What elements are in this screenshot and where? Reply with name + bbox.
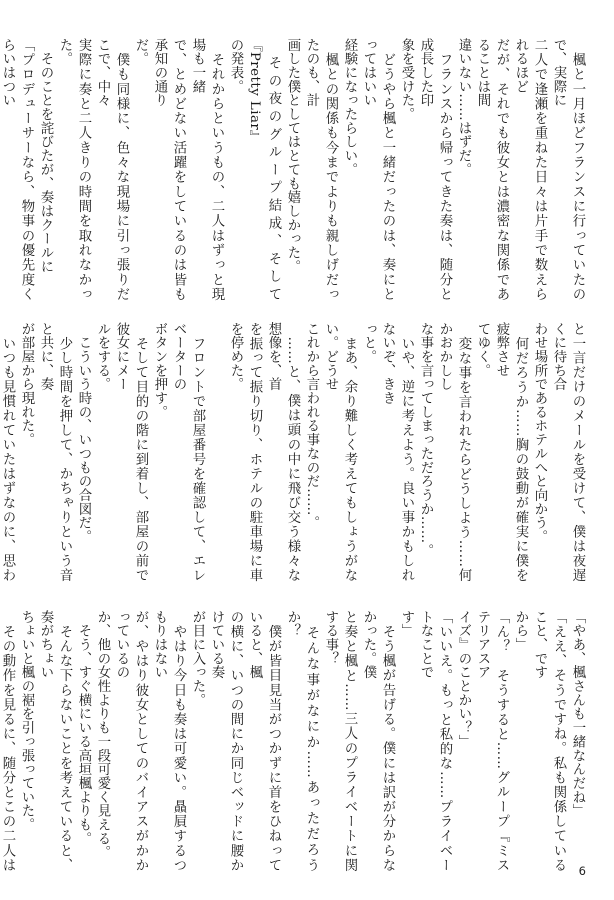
- text-line: 僕も同様に、色々な現場に引っ張りだこで、中々: [95, 38, 129, 301]
- text-line: が部屋から現れた。: [19, 322, 34, 447]
- text-line: いつも見慣れていたはずなのに、思わ: [0, 336, 15, 582]
- text-line: そして目的の階に到着し、部屋の前で彼女にメー: [114, 322, 148, 582]
- text-line: 実際に奏と二人きりの時間を取れなかった。: [57, 38, 91, 301]
- text-line: す」: [399, 610, 414, 638]
- text-line: ボタンを押す。: [152, 322, 167, 419]
- text-line: 画した僕としてはとても嬉しかった。: [285, 38, 300, 274]
- text-line: 「やあ、楓さんも一緒なんだね」: [570, 610, 585, 818]
- text-line: を振って振り切り、ホテルの駐車場に車を停めた。: [228, 322, 262, 582]
- text-line: その動作を見るに、随分とこの二人は: [0, 624, 15, 872]
- text-line: こういう時の、いつもの合図だ。: [76, 322, 91, 544]
- text-line: 象を受けた。: [399, 38, 414, 122]
- text-line: そんな事がなにか……あっただろうか？: [285, 610, 319, 872]
- text-line: が目に入った。: [190, 610, 205, 707]
- text-line: と一言だけのメールを受けて、僕は夜遅くに待ち合: [551, 322, 585, 582]
- page-number: 6: [578, 864, 586, 878]
- text-line: フロントで部屋番号を確認して、エレベーターの: [171, 322, 205, 582]
- text-line: 経験になったらしい。: [342, 38, 357, 177]
- text-line: そのことを詫びたが、奏はクールに: [38, 38, 53, 274]
- text-line: イズ』のことかい？」: [456, 610, 471, 749]
- text-line: それからというもの、二人はずっと現場も一緒: [190, 38, 224, 301]
- text-line: 二人で逢瀬を重ねた日々は片手で数えられるほど: [513, 38, 547, 301]
- text-line: まあ、余り難しく考えてもしょうがない。どうせ: [323, 322, 357, 582]
- text-line: 少し時間を押して、かちゃりという音と共に、奏: [38, 322, 72, 582]
- text-line: だ。: [133, 38, 148, 66]
- text-line: やはり今日も奏は可愛い。贔屓するつもりはない: [152, 610, 186, 872]
- text-block-middle: [0, 322, 587, 582]
- text-line: から」: [513, 610, 528, 652]
- text-line: その夜のグループ結成、そして『Pretty Liar』: [247, 38, 281, 301]
- text-line: ……と、僕は頭の中に飛び交う様々な想像を、首: [266, 322, 300, 582]
- text-line: 僕が皆目見当がつかずに首をひねっていると、楓: [247, 610, 281, 872]
- text-line: で、とめどない活躍をしているのは皆も承知の通り: [152, 38, 186, 301]
- text-line: 変な事を言われたらどうしよう……何かおかしし: [437, 322, 471, 582]
- text-line: どうやら楓と一緒だったのは、奏にとってはいい: [361, 38, 395, 301]
- text-line: そんな下らないことを考えていると、奏がちょい: [38, 610, 72, 872]
- text-line: わせ場所であるホテルへと向かう。: [532, 322, 547, 544]
- text-line: 何だろうか……胸の鼓動が確実に僕を疲弊させ: [494, 322, 528, 582]
- text-line: [207, 322, 226, 582]
- text-line: てゆく。: [475, 322, 490, 378]
- text-block-bottom: [0, 610, 587, 872]
- text-line: っと。: [361, 322, 376, 364]
- text-line: の横に、いつの間にか同じベッドに腰かけている奏: [209, 610, 243, 872]
- text-line: ルをする。: [95, 322, 110, 392]
- text-line: か、他の女性よりも一段可愛く見える。: [95, 610, 110, 860]
- text-line: と奏と楓と……三人のプライベートに関する事？: [323, 610, 357, 872]
- text-line: だが、それでも彼女とは濃密な関係であることは間: [475, 38, 509, 301]
- text-line: の発表。: [228, 38, 243, 94]
- text-line: そう楓が告げる。僕には訳が分からなかった。僕: [361, 610, 395, 872]
- text-line: 楓と一月ほどフランスに行っていたので、実際に: [551, 38, 585, 301]
- text-line: そう、すぐ横にいる高垣楓よりも。: [76, 610, 91, 846]
- text-line: フランスから帰ってきた奏は、随分と成長した印: [418, 38, 452, 301]
- text-line: ちょいと楓の裾を引っ張っていた。: [19, 610, 34, 832]
- text-line: 「ん？ そうすると……グループ『ミステリアスア: [475, 610, 509, 872]
- text-line: が、やはり彼女としてのバイアスがかかっているの: [114, 610, 148, 872]
- text-line: 楓との関係も今までよりも親しげだったのも、計: [304, 38, 338, 301]
- text-line: な事を言ってしまっただろうか……。: [418, 322, 433, 558]
- text-line: これから言われる事なのだ……。: [304, 322, 319, 530]
- text-line: 「ええ、そうですね。私も関係していること、です: [532, 610, 566, 872]
- text-line: いや、逆に考えよう。良い事かもしれないぞ、きき: [380, 322, 414, 582]
- text-line: 「いいえ。もっと私的な……プライベートなことで: [418, 610, 452, 872]
- text-block-top: [0, 38, 587, 301]
- text-line: 違いない……はずだ。: [456, 38, 471, 177]
- text-line: 「プロデューサーなら、物事の優先度くらいはつい: [0, 38, 34, 301]
